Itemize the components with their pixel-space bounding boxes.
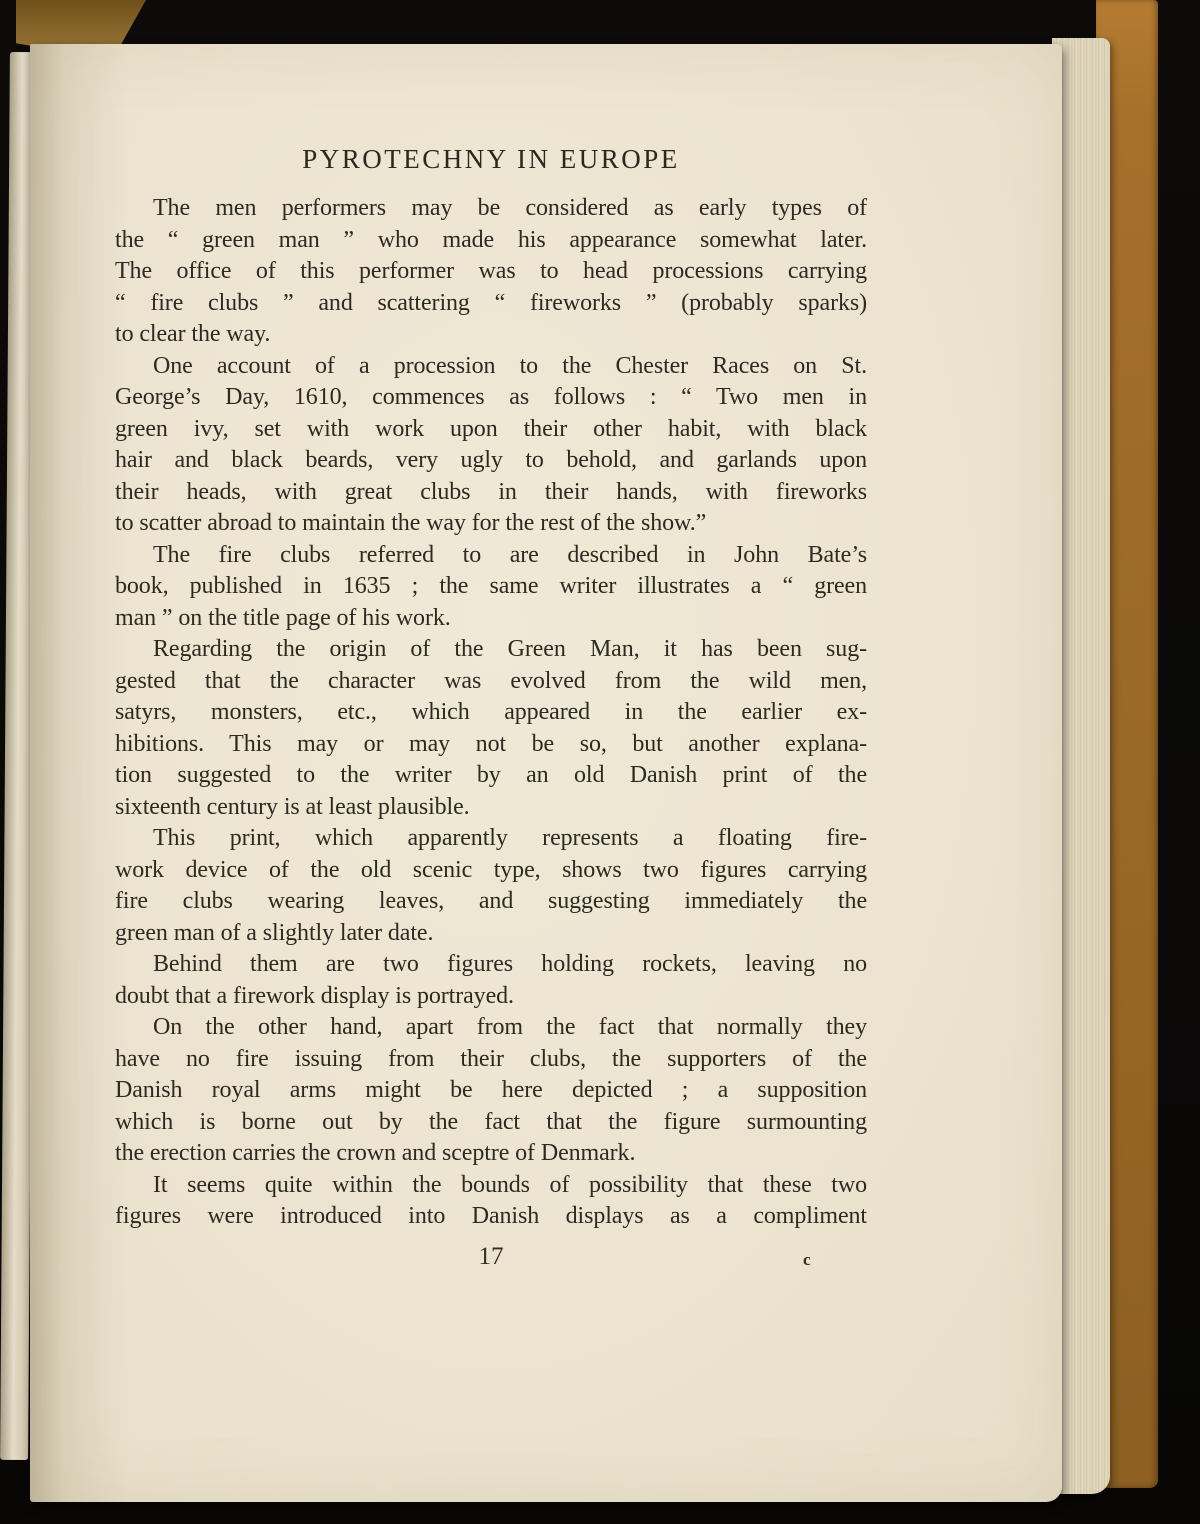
text-line: the erection carries the crown and sceptre of Denmark. — [115, 1140, 636, 1166]
text-line: hair and black beards, very ugly to behold, and garlands upon — [115, 447, 867, 473]
text-line: figures were introduced into Danish displays as a compliment — [115, 1203, 867, 1229]
text-line: The men performers may be considered as early types of — [153, 195, 867, 221]
text-line: It seems quite within the bounds of possibility that these two — [153, 1171, 867, 1198]
text-line: gested that the character was evolved from the wild men, — [115, 667, 867, 694]
text-line: doubt that a firework display is portrayed. — [115, 982, 514, 1009]
text-line: green ivy, set with work upon their other habit, with black — [115, 415, 867, 442]
signature-mark: c — [803, 1249, 811, 1269]
text-line: tion suggested to the writer by an old Danish print of the — [115, 762, 867, 788]
text-line: Regarding the origin of the Green Man, it has been sug- — [153, 636, 867, 662]
page-footer — [115, 1243, 867, 1279]
text-line: to clear the way. — [115, 321, 271, 347]
text-line: The fire clubs referred to are described in John Bate’s — [153, 541, 867, 568]
text-line: to scatter abroad to maintain the way for the rest of the show.” — [115, 510, 707, 536]
text-line: which is borne out by the fact that the figure surmounting — [115, 1108, 867, 1135]
page-content — [115, 44, 867, 1279]
book-page — [30, 44, 1062, 1502]
text-line: On the other hand, apart from the fact that normally they — [153, 1014, 867, 1040]
text-line: “ fire clubs ” and scattering “ fireworks ” (probably sparks) — [115, 289, 867, 316]
text-line: This print, which apparently represents a floating fire- — [153, 825, 867, 851]
text-line: man ” on the title page of his work. — [115, 604, 451, 631]
text-line: book, published in 1635 ; the same writer illustrates a “ green — [115, 573, 867, 599]
text-line: George’s Day, 1610, commences as follows : “ Two men in — [115, 384, 867, 410]
text-line: Danish royal arms might be here depicted ; a supposition — [115, 1077, 867, 1103]
text-line: have no fire issuing from their clubs, the supporters of the — [115, 1045, 867, 1072]
text-line: work device of the old scenic type, shows two figures carrying — [115, 856, 867, 883]
text-line: The office of this performer was to head processions carrying — [115, 258, 867, 284]
body-text — [115, 193, 867, 1233]
text-line: One account of a procession to the Chester Races on St. — [153, 352, 867, 379]
text-line: the “ green man ” who made his appearance somewhat later. — [115, 226, 867, 253]
text-line: fire clubs wearing leaves, and suggesting immediately the — [115, 888, 867, 914]
text-line: their heads, with great clubs in their hands, with fireworks — [115, 478, 867, 505]
text-line: green man of a slightly later date. — [115, 919, 434, 946]
page-number: 17 — [478, 1242, 504, 1270]
text-line: hibitions. This may or may not be so, but another explana- — [115, 730, 867, 757]
text-line: satyrs, monsters, etc., which appeared in the earlier ex- — [115, 699, 867, 725]
page-header: PYROTECHNY IN EUROPE — [302, 144, 680, 174]
text-line: Behind them are two figures holding rockets, leaving no — [153, 951, 867, 977]
text-line: sixteenth century is at least plausible. — [115, 793, 470, 820]
